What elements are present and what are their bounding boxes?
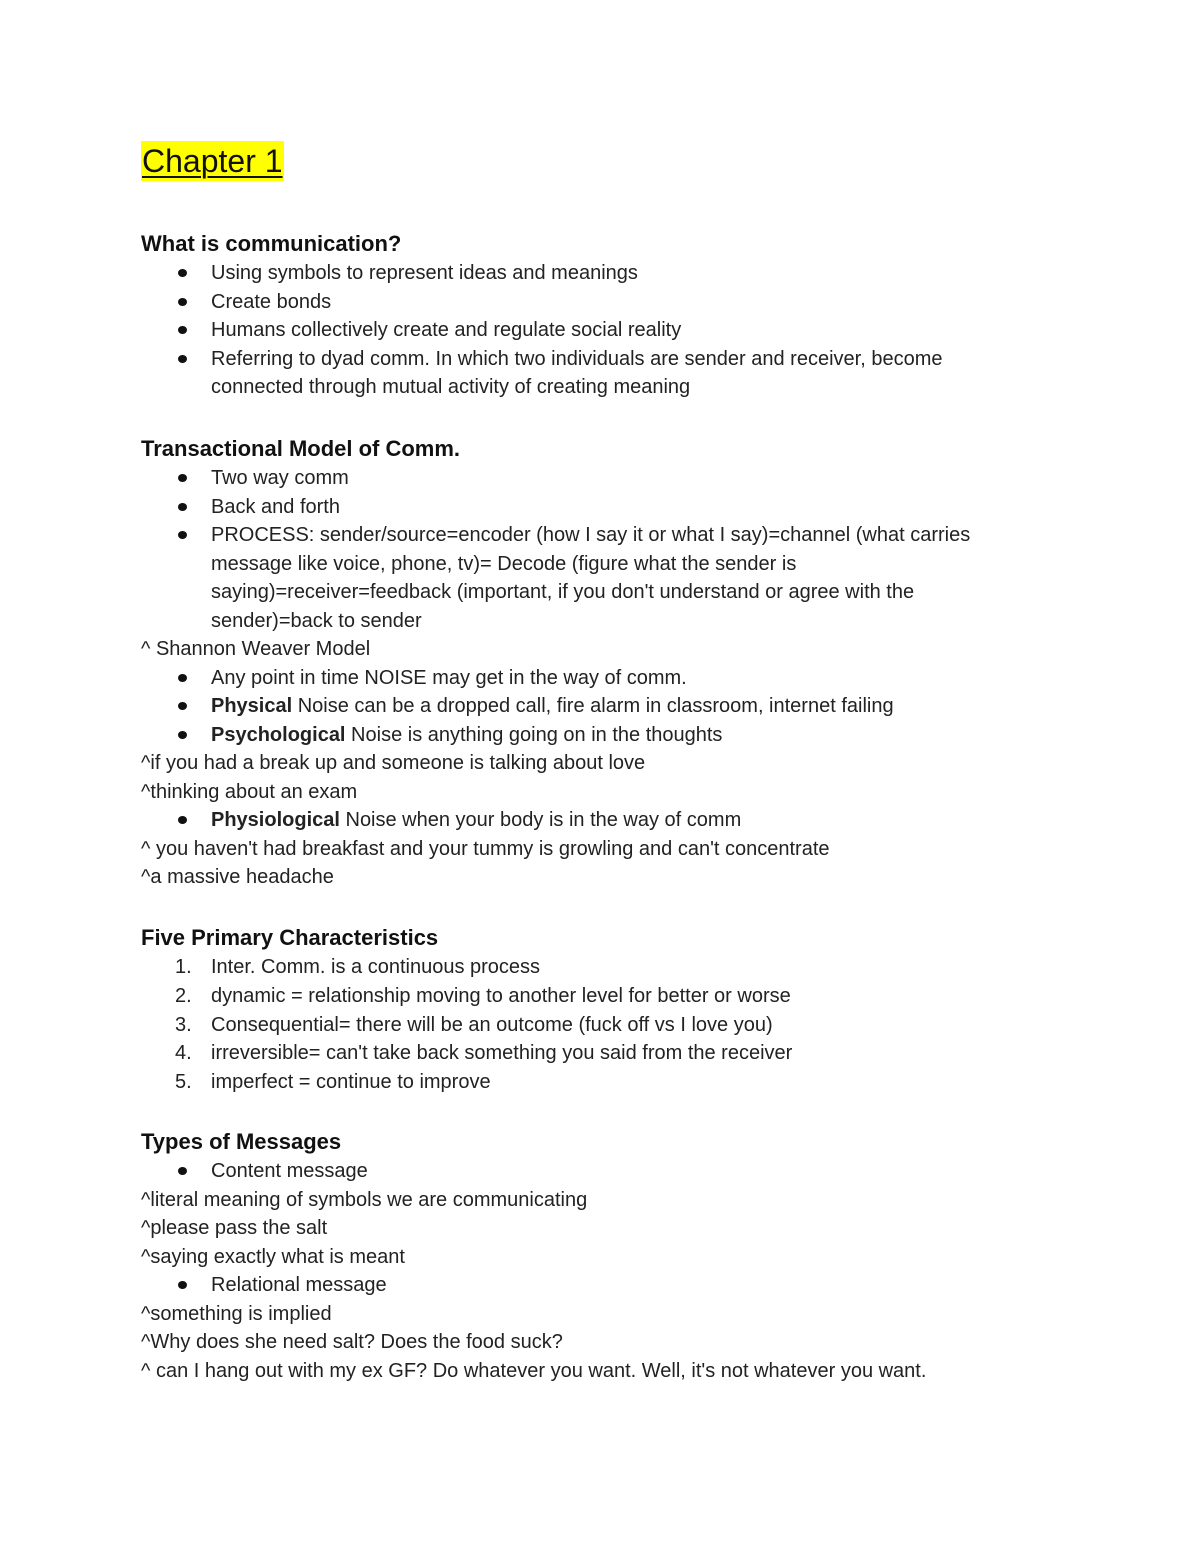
note-line: ^a massive headache xyxy=(141,866,334,888)
note-line: ^ you haven't had breakfast and your tummy is growling and can't concentrate xyxy=(141,837,830,860)
list-number: 2. xyxy=(175,984,192,1007)
bullet-icon xyxy=(178,355,187,363)
section-five-characteristics xyxy=(141,923,1041,1097)
list-item: 4. irreversible= can't take back something you said from the receiver xyxy=(141,1039,1041,1068)
note-line: ^something is implied xyxy=(141,1302,332,1325)
bullet-icon xyxy=(178,474,187,482)
list-item-continuation: connected through mutual activity of creating meaning xyxy=(211,376,691,398)
list-item: Any point in time NOISE may get in the way of comm. xyxy=(141,664,1041,693)
bullet-icon xyxy=(178,702,187,710)
bullet-icon xyxy=(178,816,187,824)
bold-term: Physical xyxy=(211,695,293,717)
list-item: Referring to dyad comm. In which two individuals are sender and receiver, become xyxy=(141,345,1041,374)
section-types-of-messages xyxy=(141,1127,1041,1385)
section-heading: Five Primary Characteristics xyxy=(141,925,439,950)
list-item: Content message xyxy=(141,1157,1041,1186)
list-item: Physical Noise can be a dropped call, fire alarm in classroom, internet failing xyxy=(141,692,1041,721)
bullet-icon xyxy=(178,674,187,682)
list-item-continuation: saying)=receiver=feedback (important, if you don't understand or agree with the xyxy=(211,581,915,603)
bullet-icon xyxy=(178,731,187,739)
bullet-icon xyxy=(178,503,187,511)
list-item: 3. Consequential= there will be an outcome (fuck off vs I love you) xyxy=(141,1011,1041,1040)
bullet-icon xyxy=(178,531,187,539)
note-line: ^ Shannon Weaver Model xyxy=(141,638,371,660)
list-item: Back and forth xyxy=(141,493,1041,522)
bold-term: Psychological xyxy=(211,723,346,746)
list-item: Relational message xyxy=(141,1271,1041,1300)
list-item: PROCESS: sender/source=encoder (how I say it or what I say)=channel (what carries xyxy=(141,521,1041,550)
bullet-icon xyxy=(178,1167,187,1175)
list-item-continuation: sender)=back to sender xyxy=(211,609,422,632)
list-item: 5. imperfect = continue to improve xyxy=(141,1068,1041,1097)
list-item: Physiological Noise when your body is in the way of comm xyxy=(141,806,1041,835)
list-item: Two way comm xyxy=(141,464,1041,493)
list-item: Humans collectively create and regulate social reality xyxy=(141,316,1041,345)
list-item: Psychological Noise is anything going on in the thoughts xyxy=(141,721,1041,750)
note-line: ^thinking about an exam xyxy=(141,780,358,803)
bullet-icon xyxy=(178,326,187,334)
list-number: 4. xyxy=(175,1042,192,1065)
list-number: 1. xyxy=(175,956,192,978)
bold-term: Physiological xyxy=(211,809,340,831)
note-line: ^ can I hang out with my ex GF? Do whatever you want. Well, it's not whatever you want. xyxy=(141,1359,927,1382)
list-item-continuation: message like voice, phone, tv)= Decode (figure what the sender is xyxy=(211,552,797,575)
section-transactional-model xyxy=(141,434,1041,892)
section-heading: Transactional Model of Comm. xyxy=(141,436,461,461)
bullet-icon xyxy=(178,298,187,306)
note-line: ^Why does she need salt? Does the food suck? xyxy=(141,1331,563,1353)
list-item: 1. Inter. Comm. is a continuous process xyxy=(141,953,1041,982)
list-number: 5. xyxy=(175,1071,192,1094)
chapter-title: Chapter 1 xyxy=(142,143,283,179)
bullet-icon xyxy=(178,1281,187,1289)
note-line: ^literal meaning of symbols we are communicating xyxy=(141,1188,588,1211)
list-item: Create bonds xyxy=(141,288,1041,317)
section-what-is-communication xyxy=(141,229,1041,402)
list-item: Using symbols to represent ideas and meanings xyxy=(141,259,1041,288)
section-heading: Types of Messages xyxy=(141,1129,342,1154)
note-line: ^if you had a break up and someone is talking about love xyxy=(141,752,646,774)
bullet-icon xyxy=(178,269,187,277)
section-heading: What is communication? xyxy=(141,231,402,256)
note-line: ^please pass the salt xyxy=(141,1217,328,1239)
list-item: 2. dynamic = relationship moving to another level for better or worse xyxy=(141,982,1041,1011)
note-line: ^saying exactly what is meant xyxy=(141,1245,405,1268)
list-number: 3. xyxy=(175,1013,192,1036)
